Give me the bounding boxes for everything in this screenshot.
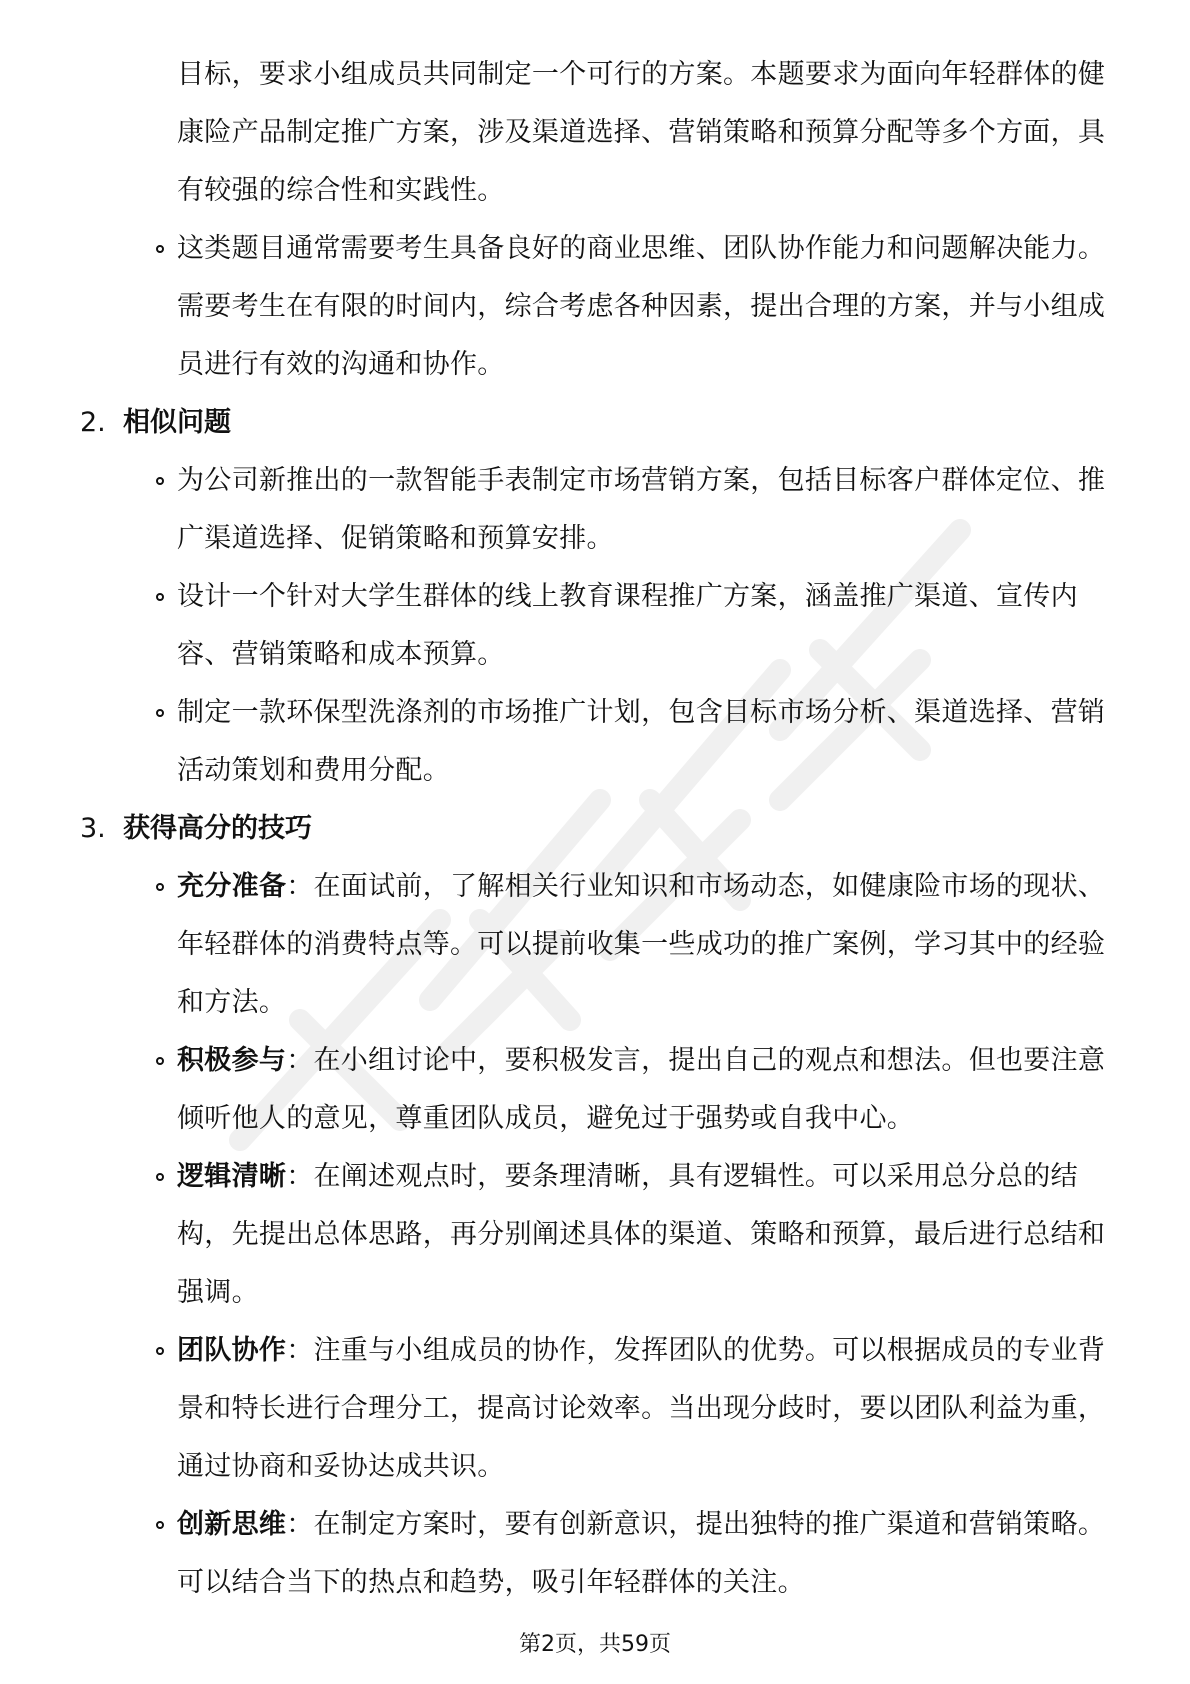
bullet-circle-icon (156, 593, 164, 601)
tip-text: ：在制定方案时，要有创新意识，提出独特的推广渠道和营销策略。可以结合当下的热点和趋势，吸引年轻群体的关注。 (177, 1509, 1106, 1598)
tip-text: ：注重与小组成员的协作，发挥团队的优势。可以根据成员的专业背景和特长进行合理分工，提高讨论效率。当出现分歧时，要以团队利益为重，通过协商和妥协达成共识。 (177, 1335, 1106, 1482)
list-item (80, 1148, 1110, 1322)
tip-term: 充分准备 (177, 871, 287, 902)
section-number: 2. (80, 407, 106, 438)
list-item (80, 684, 1110, 800)
tip-text: ：在面试前，了解相关行业知识和市场动态，如健康险市场的现状、年轻群体的消费特点等。可以提前收集一些成功的推广案例，学习其中的经验和方法。 (177, 871, 1106, 1018)
tip-term: 积极参与 (177, 1045, 287, 1076)
intro-bullet-text: 这类题目通常需要考生具备良好的商业思维、团队协作能力和问题解决能力。需要考生在有限的时间内，综合考虑各种因素，提出合理的方案，并与小组成员进行有效的沟通和协作。 (177, 233, 1106, 380)
list-item (80, 1322, 1110, 1496)
list-item-text: 为公司新推出的一款智能手表制定市场营销方案，包括目标客户群体定位、推广渠道选择、促销策略和预算安排。 (177, 465, 1106, 554)
tip-term: 创新思维 (177, 1509, 287, 1540)
intro-paragraph-continued: 目标，要求小组成员共同制定一个可行的方案。本题要求为面向年轻群体的健康险产品制定推广方案，涉及渠道选择、营销策略和预算分配等多个方面，具有较强的综合性和实践性。 (177, 59, 1106, 206)
bullet-circle-icon (156, 1057, 164, 1065)
list-item (80, 452, 1110, 568)
tip-text: ：在小组讨论中，要积极发言，提出自己的观点和想法。但也要注意倾听他人的意见，尊重团队成员，避免过于强势或自我中心。 (177, 1045, 1106, 1134)
bullet-circle-icon (156, 1173, 164, 1181)
intro-bullet (80, 220, 1110, 394)
section-title: 相似问题 (123, 407, 231, 438)
section-title: 获得高分的技巧 (123, 813, 312, 844)
tip-term: 逻辑清晰 (177, 1161, 287, 1192)
tip-term: 团队协作 (177, 1335, 287, 1366)
bullet-circle-icon (156, 709, 164, 717)
bullet-circle-icon (156, 245, 164, 253)
document-body (80, 46, 1110, 1612)
list-item-text: 设计一个针对大学生群体的线上教育课程推广方案，涵盖推广渠道、宣传内容、营销策略和成本预算。 (177, 581, 1078, 670)
bullet-circle-icon (156, 883, 164, 891)
tip-text: ：在阐述观点时，要条理清晰，具有逻辑性。可以采用总分总的结构，先提出总体思路，再分别阐述具体的渠道、策略和预算，最后进行总结和强调。 (177, 1161, 1106, 1308)
list-item (80, 1032, 1110, 1148)
bullet-circle-icon (156, 1347, 164, 1355)
bullet-circle-icon (156, 1521, 164, 1529)
list-item (80, 568, 1110, 684)
list-item (80, 1496, 1110, 1612)
section-heading-similar-questions (80, 394, 1110, 452)
list-item (80, 858, 1110, 1032)
bullet-circle-icon (156, 477, 164, 485)
section-heading-high-score-tips (80, 800, 1110, 858)
list-item-text: 制定一款环保型洗涤剂的市场推广计划，包含目标市场分析、渠道选择、营销活动策划和费用分配。 (177, 697, 1106, 786)
section-number: 3. (80, 813, 106, 844)
page-footer: 第2页，共59页 (519, 1632, 671, 1657)
